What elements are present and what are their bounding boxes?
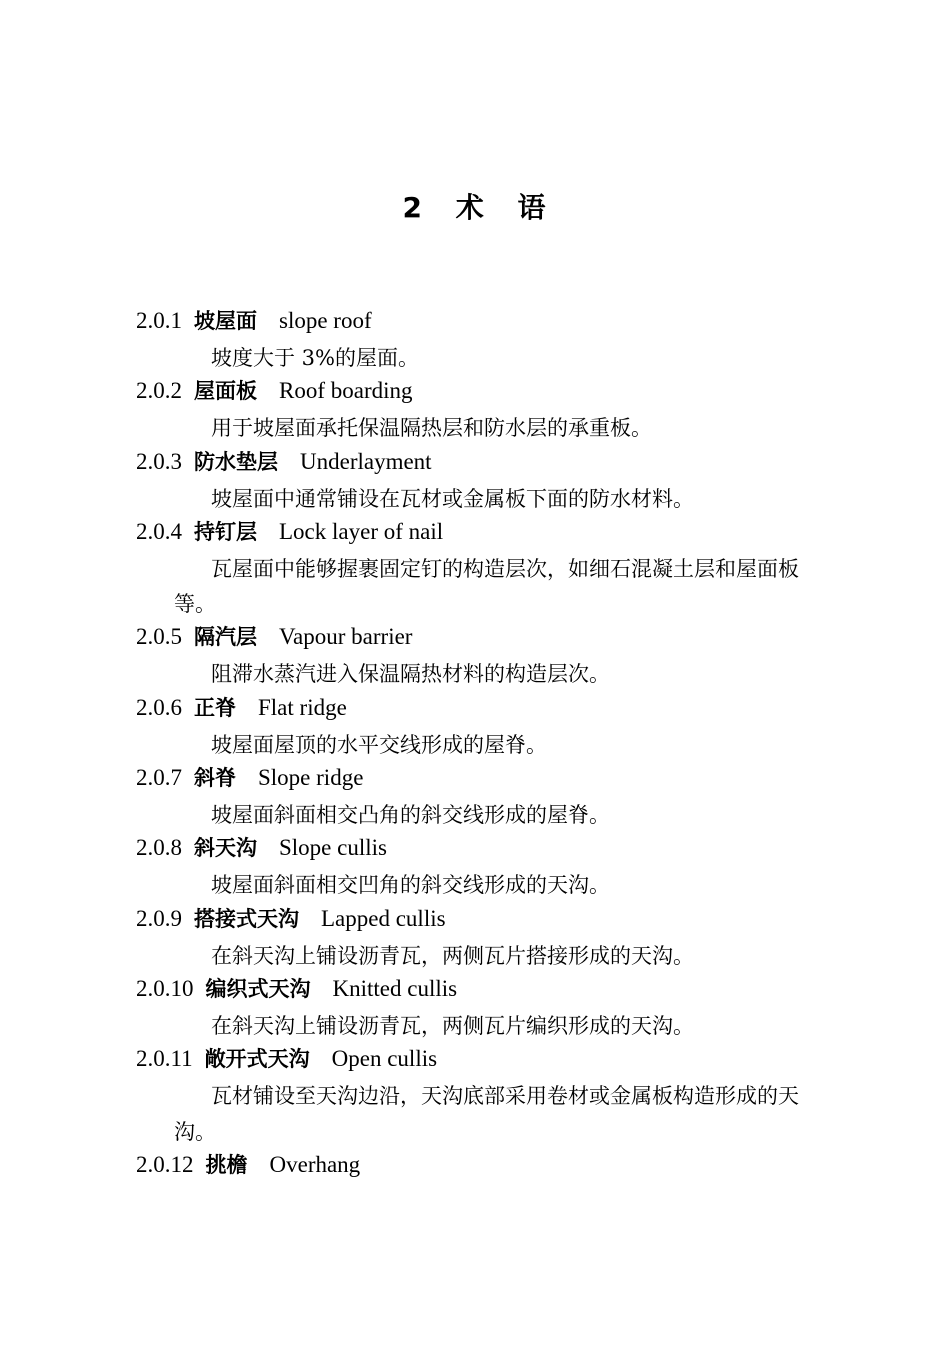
term-english: slope roof	[279, 308, 372, 333]
term-english: Slope ridge	[258, 765, 364, 791]
term-number: 2.0.6	[136, 694, 182, 720]
term-definition: 坡度大于 3%的屋面。	[211, 346, 419, 370]
term-heading	[136, 376, 826, 411]
term-definition: 瓦屋面中能够握裹固定钉的构造层次，如细石混凝土层和屋面板等。	[174, 556, 799, 617]
term-chinese: 隔汽层	[194, 625, 257, 650]
term-number: 2.0.3	[136, 448, 182, 474]
term-chinese: 挑檐	[205, 1152, 248, 1177]
term-english: Knitted cullis	[332, 975, 458, 1001]
term-chinese: 屋面板	[194, 379, 257, 404]
term-number: 2.0.11	[136, 1046, 193, 1072]
term-definition: 阻滞水蒸汽进入保温隔热材料的构造层次。	[211, 662, 610, 687]
term-number: 2.0.8	[136, 835, 182, 861]
term-heading	[136, 974, 826, 1009]
term-heading	[136, 517, 826, 552]
term-definition: 坡屋面斜面相交凹角的斜交线形成的天沟。	[211, 873, 610, 898]
term-chinese: 斜脊	[194, 766, 236, 791]
term-definition: 瓦材铺设至天沟边沿，天沟底部采用卷材或金属板构造形成的天沟。	[174, 1084, 799, 1144]
term-entry	[136, 833, 826, 903]
term-heading	[136, 447, 826, 482]
term-heading	[136, 1044, 826, 1079]
term-heading	[136, 833, 826, 868]
term-heading	[136, 1150, 826, 1185]
term-definition: 坡屋面斜面相交凸角的斜交线形成的屋脊。	[211, 803, 610, 828]
term-entry	[136, 376, 826, 446]
term-heading	[136, 622, 826, 657]
term-chinese: 搭接式天沟	[194, 906, 299, 931]
term-entry	[136, 974, 826, 1044]
chapter-title: 2 术 语	[402, 191, 548, 224]
terms-list	[136, 306, 826, 1185]
term-entry	[136, 306, 826, 376]
term-entry	[136, 517, 826, 623]
term-definition: 在斜天沟上铺设沥青瓦，两侧瓦片编织形成的天沟。	[211, 1013, 694, 1038]
term-heading	[136, 763, 826, 798]
term-chinese: 持钉层	[194, 519, 257, 544]
term-english: Roof boarding	[279, 378, 413, 404]
term-chinese: 防水垫层	[194, 449, 278, 474]
term-number: 2.0.2	[136, 378, 182, 404]
term-definition: 在斜天沟上铺设沥青瓦，两侧瓦片搭接形成的天沟。	[211, 943, 694, 968]
term-chinese: 斜天沟	[194, 836, 257, 861]
term-entry	[136, 904, 826, 974]
term-chinese: 敞开式天沟	[204, 1047, 310, 1072]
term-chinese: 坡屋面	[194, 309, 257, 333]
term-entry	[136, 622, 826, 692]
term-number: 2.0.1	[136, 308, 182, 333]
term-number: 2.0.7	[136, 765, 182, 791]
term-entry	[136, 1150, 826, 1185]
term-english: Lapped cullis	[321, 905, 446, 931]
term-english: Flat ridge	[258, 694, 347, 720]
term-number: 2.0.10	[136, 975, 194, 1001]
term-definition: 用于坡屋面承托保温隔热层和防水层的承重板。	[211, 416, 652, 441]
term-entry	[136, 447, 826, 517]
term-english: Overhang	[269, 1151, 361, 1177]
term-heading	[136, 306, 826, 341]
term-number: 2.0.5	[136, 624, 182, 650]
term-entry	[136, 693, 826, 763]
term-definition: 坡屋面屋顶的水平交线形成的屋脊。	[211, 732, 547, 757]
term-english: Open cullis	[331, 1046, 438, 1072]
term-heading	[136, 693, 826, 728]
term-english: Vapour barrier	[279, 624, 413, 650]
term-number: 2.0.12	[136, 1151, 194, 1177]
term-chinese: 正脊	[194, 695, 236, 720]
term-definition: 坡屋面中通常铺设在瓦材或金属板下面的防水材料。	[211, 486, 694, 511]
term-chinese: 编织式天沟	[205, 976, 311, 1001]
term-heading	[136, 904, 826, 939]
term-english: Underlayment	[300, 448, 432, 474]
term-entry	[136, 763, 826, 833]
term-english: Slope cullis	[279, 835, 387, 861]
term-english: Lock layer of nail	[279, 518, 444, 544]
term-number: 2.0.4	[136, 518, 182, 544]
term-number: 2.0.9	[136, 905, 182, 931]
term-entry	[136, 1044, 826, 1150]
